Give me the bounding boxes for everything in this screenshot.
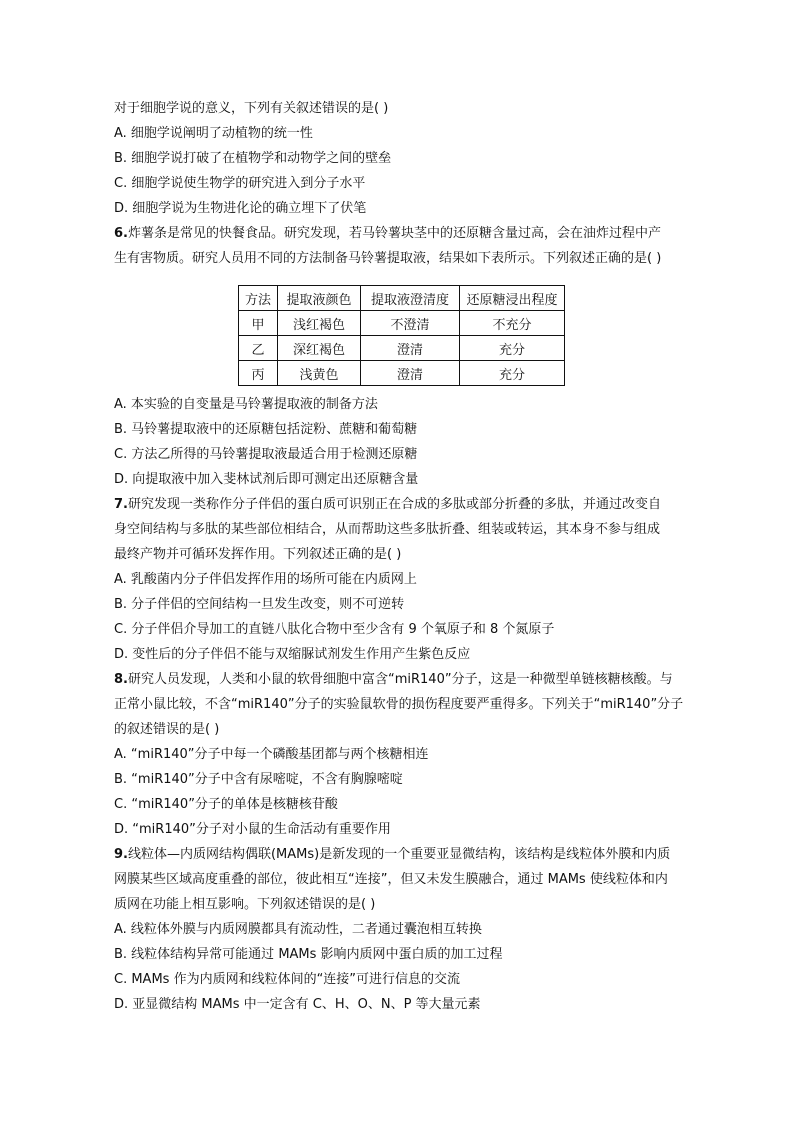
table-header-row — [239, 286, 565, 311]
option-a: A. 乳酸菌内分子伴侣发挥作用的场所可能在内质网上 — [114, 572, 417, 587]
option-c: C. “miR140”分子的单体是核糖核苷酸 — [114, 797, 338, 812]
question-number: 9. — [114, 847, 128, 862]
question-6 — [114, 221, 704, 492]
option-c: C. MAMs 作为内质网和线粒体间的“连接”可进行信息的交流 — [114, 972, 461, 987]
table-header-cell: 提取液澄清度 — [361, 286, 460, 311]
table-cell: 不澄清 — [361, 311, 460, 336]
table-row — [239, 311, 565, 336]
option-b: B. “miR140”分子中含有尿嘧啶，不含有胸腺嘧啶 — [114, 772, 403, 787]
option-b: B. 细胞学说打破了在植物学和动物学之间的壁垒 — [114, 151, 392, 166]
option-d: D. 细胞学说为生物进化论的确立埋下了伏笔 — [114, 201, 367, 216]
option-b: B. 分子伴侣的空间结构一旦发生改变，则不可逆转 — [114, 597, 405, 612]
question-stem-line: 9.线粒体—内质网结构偶联(MAMs)是新发现的一个重要亚显微结构，该结构是线粒体外膜和内质 — [114, 847, 671, 862]
question-stem-line: 生有害物质。研究人员用不同的方法制备马铃薯提取液，结果如下表所示。下列叙述正确的是( ) — [114, 251, 662, 266]
question-stem: 对于细胞学说的意义，下列有关叙述错误的是( ) — [114, 101, 389, 116]
option-a: A. 细胞学说阐明了动植物的统一性 — [114, 126, 313, 141]
question-number: 6. — [114, 226, 128, 241]
table-header-cell: 还原糖浸出程度 — [460, 286, 565, 311]
table-row — [239, 336, 565, 361]
table-header-cell: 提取液颜色 — [278, 286, 361, 311]
question-stem-line: 7.研究发现一类称作分子伴侣的蛋白质可识别正在合成的多肽或部分折叠的多肽，并通过改变自 — [114, 497, 661, 512]
option-d: D. 变性后的分子伴侣不能与双缩脲试剂发生作用产生紫色反应 — [114, 647, 471, 662]
table-cell: 浅红褐色 — [278, 311, 361, 336]
option-c: C. 方法乙所得的马铃薯提取液最适合用于检测还原糖 — [114, 447, 418, 462]
question-stem-line: 网膜某些区域高度重叠的部位，彼此相互“连接”，但又未发生膜融合，通过 MAMs 使线粒体和内 — [114, 872, 668, 887]
table-row — [239, 361, 565, 386]
option-a: A. 线粒体外膜与内质网膜都具有流动性，二者通过囊泡相互转换 — [114, 922, 482, 937]
table-cell: 澄清 — [361, 336, 460, 361]
table-cell: 甲 — [239, 311, 278, 336]
question-5 — [114, 96, 704, 221]
table-cell: 充分 — [460, 361, 565, 386]
question-stem-line: 最终产物并可循环发挥作用。下列叙述正确的是( ) — [114, 547, 402, 562]
question-stem-line: 正常小鼠比较，不含“miR140”分子的实验鼠软骨的损伤程度要严重得多。下列关于“miR140”分子 — [114, 697, 684, 712]
question-stem-line: 的叙述错误的是( ) — [114, 722, 220, 737]
table-cell: 充分 — [460, 336, 565, 361]
exam-page — [114, 96, 704, 1017]
table-cell: 不充分 — [460, 311, 565, 336]
question-stem-line: 质网在功能上相互影响。下列叙述错误的是( ) — [114, 897, 376, 912]
option-c: C. 细胞学说使生物学的研究进入到分子水平 — [114, 176, 366, 191]
question-8 — [114, 667, 704, 842]
option-a: A. “miR140”分子中每一个磷酸基团都与两个核糖相连 — [114, 747, 429, 762]
option-b: B. 马铃薯提取液中的还原糖包括淀粉、蔗糖和葡萄糖 — [114, 422, 418, 437]
question-number: 7. — [114, 497, 128, 512]
table-cell: 澄清 — [361, 361, 460, 386]
results-table — [238, 285, 565, 386]
option-d: D. 向提取液中加入斐林试剂后即可测定出还原糖含量 — [114, 472, 419, 487]
option-b: B. 线粒体结构异常可能通过 MAMs 影响内质网中蛋白质的加工过程 — [114, 947, 503, 962]
table-header-cell: 方法 — [239, 286, 278, 311]
question-9 — [114, 842, 704, 1017]
option-d: D. 亚显微结构 MAMs 中一定含有 C、H、O、N、P 等大量元素 — [114, 997, 481, 1012]
table-cell: 丙 — [239, 361, 278, 386]
table-cell: 深红褐色 — [278, 336, 361, 361]
question-stem-line: 8.研究人员发现，人类和小鼠的软骨细胞中富含“miR140”分子，这是一种微型单链核糖核酸。与 — [114, 672, 673, 687]
option-a: A. 本实验的自变量是马铃薯提取液的制备方法 — [114, 397, 378, 412]
question-7 — [114, 492, 704, 667]
question-number: 8. — [114, 672, 128, 687]
table-cell: 浅黄色 — [278, 361, 361, 386]
option-d: D. “miR140”分子对小鼠的生命活动有重要作用 — [114, 822, 391, 837]
question-stem-line: 身空间结构与多肽的某些部位相结合，从而帮助这些多肽折叠、组装或转运，其本身不参与组成 — [114, 522, 661, 537]
table-cell: 乙 — [239, 336, 278, 361]
option-c: C. 分子伴侣介导加工的直链八肽化合物中至少含有 9 个氧原子和 8 个氮原子 — [114, 622, 555, 637]
question-stem-line: 6.炸薯条是常见的快餐食品。研究发现，若马铃薯块茎中的还原糖含量过高，会在油炸过程中产 — [114, 226, 661, 241]
